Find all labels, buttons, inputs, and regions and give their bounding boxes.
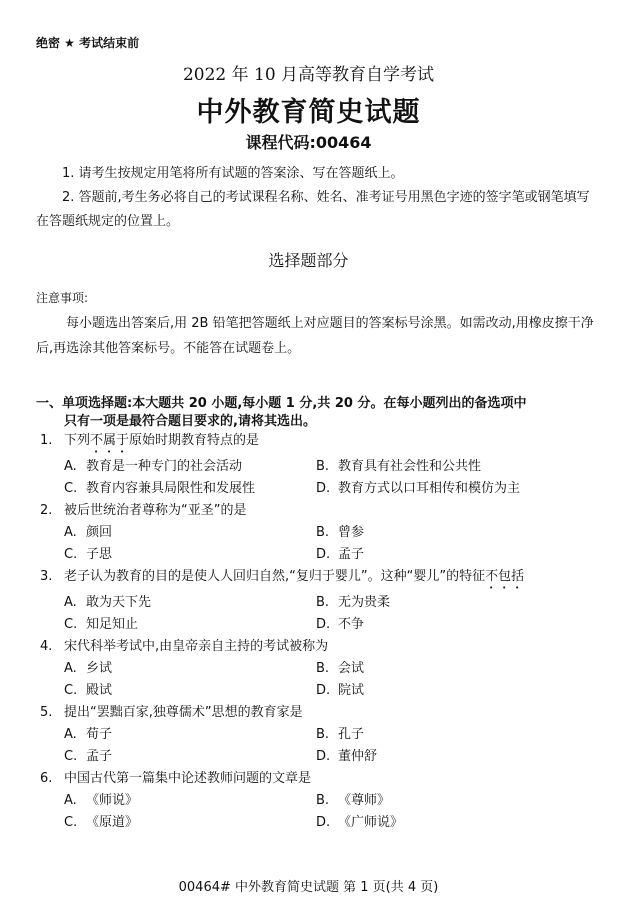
answer-option bbox=[316, 724, 576, 746]
option-letter: A. bbox=[64, 595, 77, 610]
option-text: 荀子 bbox=[86, 727, 113, 742]
instruction-1 bbox=[36, 162, 596, 186]
option-text: 教育具有社会性和公共性 bbox=[338, 459, 482, 474]
answer-option bbox=[64, 746, 316, 768]
option-text: 无为贵柔 bbox=[338, 595, 391, 610]
option-letter: B. bbox=[316, 793, 330, 808]
question-6 bbox=[40, 768, 600, 834]
question-number: 5. bbox=[40, 705, 53, 720]
part-one-heading bbox=[36, 395, 596, 431]
option-text: 殿试 bbox=[86, 683, 113, 698]
answer-option bbox=[316, 746, 576, 768]
option-letter: A. bbox=[64, 459, 77, 474]
secret-mark: 绝密 ★ 考试结束前 bbox=[36, 36, 140, 50]
answer-option bbox=[316, 456, 576, 478]
option-letter: D. bbox=[316, 481, 331, 496]
option-text: 会试 bbox=[338, 661, 365, 676]
answer-option bbox=[316, 478, 576, 500]
paper-title: 中外教育简史试题 bbox=[196, 97, 421, 128]
option-letter: A. bbox=[64, 727, 77, 742]
option-letter: C. bbox=[64, 815, 78, 830]
question-text bbox=[64, 566, 600, 592]
question-number: 3. bbox=[40, 569, 53, 584]
option-text: 知足知止 bbox=[86, 617, 139, 632]
option-letter: C. bbox=[64, 683, 78, 698]
option-letter: A. bbox=[64, 793, 77, 808]
option-letter: B. bbox=[316, 595, 330, 610]
question-text bbox=[64, 768, 600, 790]
question-number: 1. bbox=[40, 433, 53, 448]
option-text: 教育是一种专门的社会活动 bbox=[86, 459, 243, 474]
part-one-line-1: 一、单项选择题:本大题共 20 小题,每小题 1 分,共 20 分。在每小题列出的备选项中 bbox=[36, 396, 527, 411]
question-text-part: 原始时期教育特点的是 bbox=[129, 433, 260, 448]
option-text: 《尊师》 bbox=[338, 793, 391, 808]
page-footer: 00464# 中外教育简史试题 第 1 页(共 4 页) bbox=[178, 880, 439, 895]
answer-option bbox=[64, 812, 316, 834]
option-letter: A. bbox=[64, 661, 77, 676]
question-text-part: 提出“罢黜百家,独尊儒术”思想的教育家是 bbox=[64, 705, 303, 720]
option-text: 乡试 bbox=[86, 661, 113, 676]
answer-option bbox=[64, 724, 316, 746]
question-text-part: 中国古代第一篇集中论述教师问题的文章是 bbox=[64, 771, 312, 786]
option-grid bbox=[40, 592, 600, 636]
notes-label: 注意事项: bbox=[36, 291, 89, 305]
instruction-2 bbox=[36, 186, 596, 234]
question-number: 6. bbox=[40, 771, 53, 786]
instruction-1-text: 1. 请考生按规定用笔将所有试题的答案涂、写在答题纸上。 bbox=[62, 166, 404, 181]
option-text: 孔子 bbox=[338, 727, 365, 742]
option-letter: C. bbox=[64, 617, 78, 632]
option-grid bbox=[40, 456, 600, 500]
question-text bbox=[64, 702, 600, 724]
answer-option bbox=[316, 812, 576, 834]
question-text-part: 老子认为教育的目的是使人人回归自然,“复归于婴儿”。这种“婴儿”的特征 bbox=[64, 569, 486, 584]
answer-option bbox=[64, 456, 316, 478]
question-number: 2. bbox=[40, 503, 53, 518]
question-text-part: 宋代科举考试中,由皇帝亲自主持的考试被称为 bbox=[64, 639, 329, 654]
exam-year: 2022 年 10 月高等教育自学考试 bbox=[182, 65, 435, 85]
answer-option bbox=[316, 790, 576, 812]
instruction-2-text: 2. 答题前,考生务必将自己的考试课程名称、姓名、准考证号用黑色字迹的签字笔或钢笔填写在答题纸规定的位置上。 bbox=[36, 190, 590, 229]
answer-option bbox=[316, 680, 576, 702]
course-code: 课程代码:00464 bbox=[245, 133, 372, 152]
option-text: 教育方式以口耳相传和模仿为主 bbox=[338, 481, 521, 496]
question-2 bbox=[40, 500, 600, 566]
answer-option bbox=[316, 522, 576, 544]
option-text: 孟子 bbox=[338, 547, 365, 562]
question-stem bbox=[40, 702, 600, 724]
option-letter: B. bbox=[316, 727, 330, 742]
answer-option bbox=[316, 544, 576, 566]
section-heading: 选择题部分 bbox=[268, 251, 349, 270]
answer-option bbox=[64, 544, 316, 566]
option-letter: C. bbox=[64, 749, 78, 764]
option-letter: A. bbox=[64, 525, 77, 540]
option-text: 教育内容兼具局限性和发展性 bbox=[86, 481, 256, 496]
question-text bbox=[64, 430, 600, 456]
question-text-part: 被后世统治者尊称为“亚圣”的是 bbox=[64, 503, 247, 518]
question-1 bbox=[40, 430, 600, 500]
question-stem bbox=[40, 430, 600, 456]
answer-option bbox=[316, 658, 576, 680]
question-stem bbox=[40, 768, 600, 790]
question-4 bbox=[40, 636, 600, 702]
question-number: 4. bbox=[40, 639, 53, 654]
option-letter: D. bbox=[316, 683, 331, 698]
question-stem bbox=[40, 636, 600, 658]
answer-option bbox=[64, 790, 316, 812]
question-emphasis: 不包括 bbox=[485, 569, 525, 584]
question-emphasis: 不属于 bbox=[90, 433, 130, 448]
option-letter: C. bbox=[64, 547, 78, 562]
answer-option bbox=[64, 522, 316, 544]
answer-option bbox=[316, 592, 576, 614]
option-grid bbox=[40, 658, 600, 702]
option-grid bbox=[40, 724, 600, 768]
question-text bbox=[64, 500, 600, 522]
answer-option bbox=[64, 592, 316, 614]
question-stem bbox=[40, 566, 600, 592]
option-letter: D. bbox=[316, 749, 331, 764]
option-letter: B. bbox=[316, 525, 330, 540]
option-grid bbox=[40, 522, 600, 566]
option-text: 不争 bbox=[338, 617, 365, 632]
answer-option bbox=[64, 614, 316, 636]
option-text: 曾参 bbox=[338, 525, 365, 540]
answer-option bbox=[316, 614, 576, 636]
option-text: 董仲舒 bbox=[338, 749, 378, 764]
option-text: 颜回 bbox=[86, 525, 113, 540]
answer-option bbox=[64, 478, 316, 500]
option-text: 《广师说》 bbox=[338, 815, 404, 830]
option-letter: B. bbox=[316, 661, 330, 676]
option-letter: C. bbox=[64, 481, 78, 496]
question-stem bbox=[40, 500, 600, 522]
option-text: 孟子 bbox=[86, 749, 113, 764]
question-3 bbox=[40, 566, 600, 636]
option-letter: D. bbox=[316, 547, 331, 562]
question-text bbox=[64, 636, 600, 658]
option-text: 院试 bbox=[338, 683, 365, 698]
option-text: 《师说》 bbox=[86, 793, 139, 808]
question-list bbox=[40, 430, 600, 834]
option-text: 敢为天下先 bbox=[86, 595, 152, 610]
option-grid bbox=[40, 790, 600, 834]
answer-option bbox=[64, 658, 316, 680]
option-text: 《原道》 bbox=[86, 815, 139, 830]
notes-body: 每小题选出答案后,用 2B 铅笔把答题纸上对应题目的答案标号涂黑。如需改动,用橡皮擦干净后,再选涂其他答案标号。不能答在试题卷上。 bbox=[36, 316, 594, 356]
part-one-line-2: 只有一项是最符合题目要求的,请将其选出。 bbox=[64, 414, 316, 429]
question-5 bbox=[40, 702, 600, 768]
option-text: 子思 bbox=[86, 547, 113, 562]
option-letter: D. bbox=[316, 617, 331, 632]
answer-option bbox=[64, 680, 316, 702]
question-text-part: 下列 bbox=[64, 433, 91, 448]
option-letter: D. bbox=[316, 815, 331, 830]
option-letter: B. bbox=[316, 459, 330, 474]
